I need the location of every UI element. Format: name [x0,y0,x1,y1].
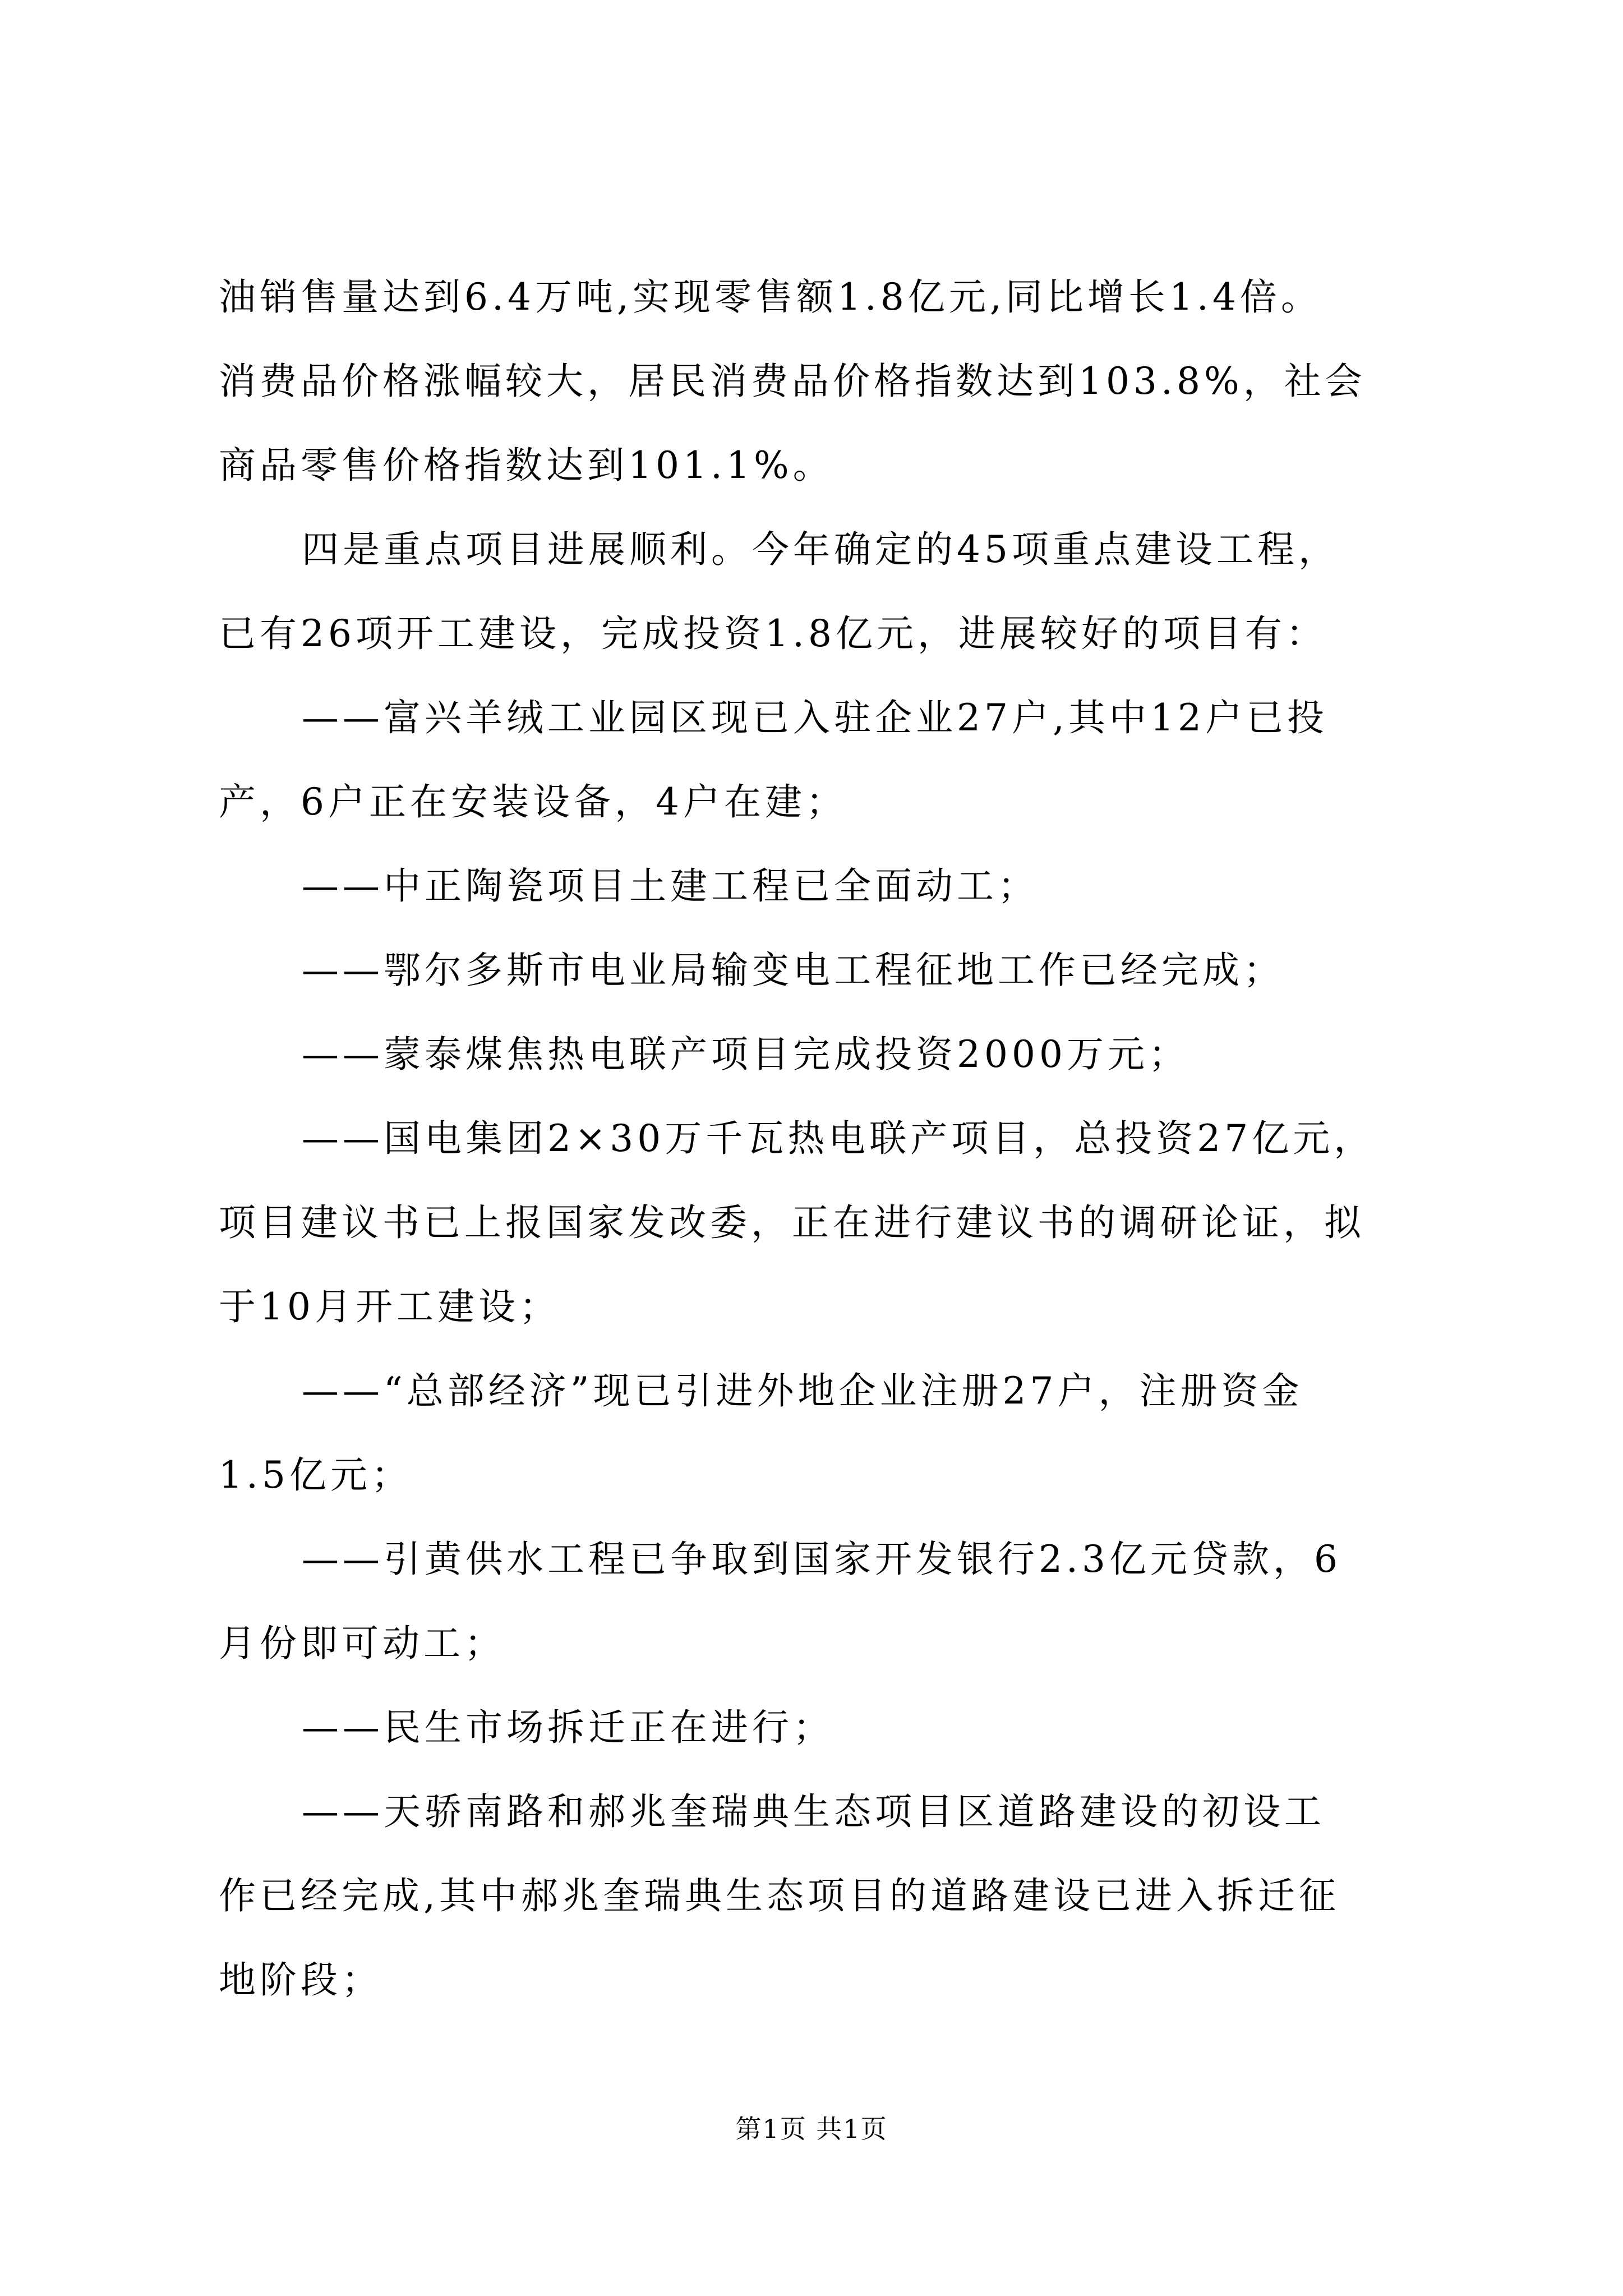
text-line: 地阶段； [219,1958,382,2001]
list-item-line: ——引黄供水工程已争取到国家开发银行2.3亿元贷款，6 [302,1538,1341,1581]
text-line: 作已经完成,其中郝兆奎瑞典生态项目的道路建设已进入拆迁征 [219,1874,1340,1917]
list-item-line: ——国电集团2×30万千瓦热电联产项目，总投资27亿元， [302,1117,1375,1160]
text-line: 消费品价格涨幅较大，居民消费品价格指数达到103.8%，社会 [219,360,1366,403]
text-line: 项目建议书已上报国家发改委，正在进行建议书的调研论证，拟 [219,1201,1365,1244]
text-line: 已有26项开工建设，完成投资1.8亿元，进展较好的项目有： [219,612,1327,655]
text-line: 商品零售价格指数达到101.1%。 [219,444,834,487]
text-line: 油销售量达到6.4万吨,实现零售额1.8亿元,同比增长1.4倍。 [219,275,1322,319]
list-item-line: ——民生市场拆迁正在进行； [302,1706,834,1749]
list-item-line: ——蒙泰煤焦热电联产项目完成投资2000万元； [302,1033,1189,1076]
text-line: 于10月开工建设； [219,1285,560,1328]
page-footer: 第1页 共1页 [735,2114,888,2144]
list-item-line: ——鄂尔多斯市电业局输变电工程征地工作已经完成； [302,949,1284,992]
list-item-line: ——天骄南路和郝兆奎瑞典生态项目区道路建设的初设工 [302,1790,1325,1833]
paragraph-first-line: 四是重点项目进展顺利。今年确定的45项重点建设工程， [302,528,1339,571]
text-line: 产，6户正在安装设备，4户在建； [219,780,847,823]
text-line: 1.5亿元； [219,1453,412,1497]
list-item-line: ——中正陶瓷项目土建工程已全面动工； [302,864,1039,908]
text-line: 月份即可动工； [219,1622,505,1665]
list-item-line: ——富兴羊绒工业园区现已入驻企业27户,其中12户已投 [302,696,1328,739]
list-item-line: ——“总部经济”现已引进外地企业注册27户，注册资金 [302,1369,1303,1412]
body-text [219,255,1424,2022]
